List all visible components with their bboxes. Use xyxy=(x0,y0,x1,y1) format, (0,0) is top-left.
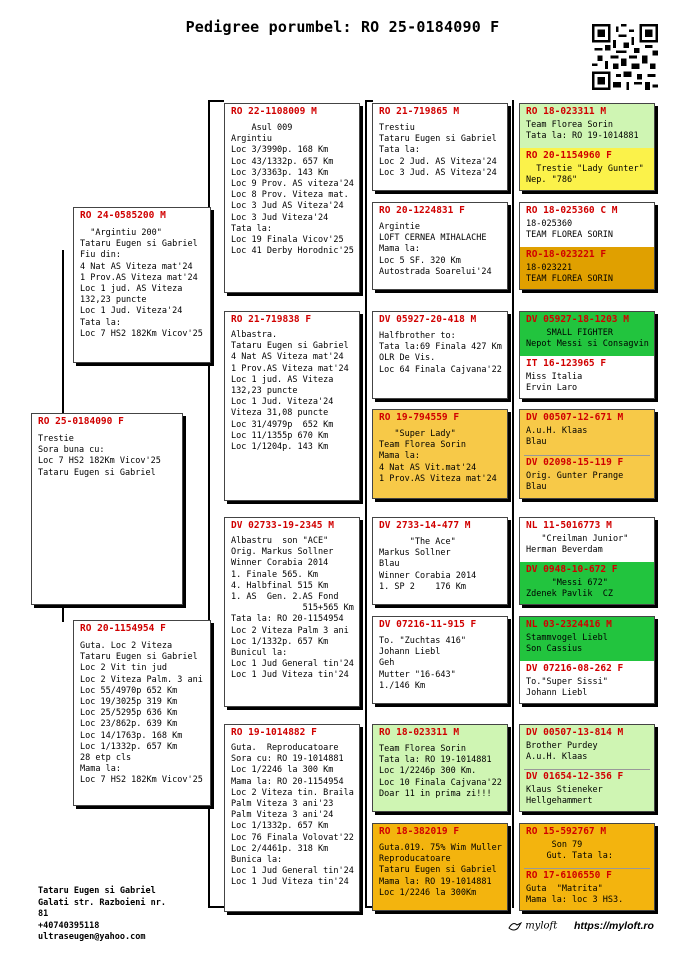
details: Argintie LOFT CERNEA MIHALACHE Mama la: Loc 5 SF. 320 Km Autostrada Soarelui'24 xyxy=(379,222,492,277)
connector-line xyxy=(208,906,224,908)
ring-number: NL 11-5016773 M xyxy=(526,520,612,531)
ring-number: RO 25-0184090 F xyxy=(38,416,124,427)
ancestor-sire: DV 05927-18-1203 M SMALL FIGHTER Nepot Messi si Consagvin xyxy=(520,312,654,356)
details: Halfbrother to: Tata la:69 Finala 427 Km OLR De Vis. Loc 64 Finala Cajvana'22 xyxy=(379,331,502,375)
details: "Super Lady" Team Florea Sorin Mama la: 4 Nat AS Vit.mat'24 1 Prov.AS Viteza mat'24 xyxy=(379,429,497,484)
ring-number: DV 00507-13-814 M xyxy=(526,727,624,738)
ring-number: DV 07216-08-262 F xyxy=(526,663,624,674)
ring-number: RO 20-1154954 F xyxy=(80,623,166,634)
ancestor-pair-5[interactable] xyxy=(519,517,655,605)
subject-card[interactable] xyxy=(31,413,183,605)
ggp-card-dsd[interactable] xyxy=(372,616,508,704)
ggp-card-dss[interactable] xyxy=(372,517,508,605)
ring-number: RO 18-382019 F xyxy=(379,826,460,837)
ancestor-sire: RO 18-023311 M Team Florea Sorin Tata la: RO 19-1014881 xyxy=(520,104,654,148)
sire-card[interactable] xyxy=(73,207,211,363)
ring-number: RO 18-025360 C M xyxy=(526,205,618,216)
ggp-card-ddd[interactable] xyxy=(372,823,508,911)
connector-line xyxy=(365,100,367,908)
ring-number: RO 20-1224831 F xyxy=(379,205,465,216)
ancestor-pair-6[interactable] xyxy=(519,616,655,704)
ancestor-pair-8[interactable] xyxy=(519,823,655,911)
grandsire-paternal-card[interactable] xyxy=(224,103,360,293)
ring-number: RO 20-1154960 F xyxy=(526,150,612,161)
ring-number: RO 19-1014882 F xyxy=(231,727,317,738)
ring-number: NL 03-2324416 M xyxy=(526,619,612,630)
ggp-card-dds[interactable] xyxy=(372,724,508,812)
details: Asul 009 Argintiu Loc 3/3990p. 168 Km Loc 43/1332p. 657 Km Loc 3/3363p. 143 Km Loc 9 Prov. AS viteza'24 Loc 8 Prov. Viteza mat. Loc 3 Jud AS Viteza'24 Loc 3 Jud Viteza'24 Tata la: Loc 19 Finala Vicov'25 Loc 41 Derby Horodnic'25 xyxy=(231,123,354,257)
breeder-contact: Tataru Eugen si Gabriel Galati str. Razboieni nr. 81 +40740395118 ultraseugen@yahoo.com xyxy=(38,886,166,942)
connector-line xyxy=(512,100,514,908)
ancestor-pair-2[interactable] xyxy=(519,202,655,290)
ancestor-pair-1[interactable] xyxy=(519,103,655,191)
ancestor-sire: DV 00507-12-671 M A.u.H. Klaas Blau xyxy=(520,410,654,455)
qr-code xyxy=(592,24,658,90)
ancestor-sire: DV 00507-13-814 M Brother Purdey A.u.H. Klaas xyxy=(520,725,654,769)
ggp-card-sss[interactable] xyxy=(372,103,508,191)
ring-number: RO 21-719865 M xyxy=(379,106,460,117)
details: To. "Zuchtas 416" Johann Liebl Geh Mutter "16-643" 1./146 Km xyxy=(379,636,466,691)
ancestor-sire: NL 11-5016773 M "Creilman Junior" Herman Beverdam xyxy=(520,518,654,562)
ancestor-pair-7[interactable] xyxy=(519,724,655,812)
ring-number: DV 2733-14-477 M xyxy=(379,520,471,531)
ancestor-sire: RO 15-592767 M Son 79 Gut. Tata la: xyxy=(520,824,654,868)
granddam-maternal-card[interactable] xyxy=(224,724,360,912)
ancestor-dam: RO 17-6106550 F Guta "Matrita" Mama la: loc 3 HS3. xyxy=(520,868,654,911)
details: Trestie Sora buna cu: Loc 7 HS2 182Km Vicov'25 Tataru Eugen si Gabriel xyxy=(38,434,161,478)
ancestor-dam: DV 02098-15-119 F Orig. Gunter Prange Blau xyxy=(520,455,654,499)
ring-number: RO-18-023221 F xyxy=(526,249,607,260)
website-link[interactable]: https://myloft.ro xyxy=(574,920,654,932)
details: Team Florea Sorin Tata la: RO 19-1014881 Loc 1/2246p 300 Km. Loc 10 Finala Cajvana'22 Doar 11 in prima zi!!! xyxy=(379,744,502,799)
ring-number: IT 16-123965 F xyxy=(526,358,607,369)
ring-number: RO 18-023311 M xyxy=(379,727,460,738)
grandsire-maternal-card[interactable] xyxy=(224,517,360,707)
ring-number: RO 19-794559 F xyxy=(379,412,460,423)
ancestor-dam: DV 07216-08-262 F To."Super Sissi" Johann Liebl xyxy=(520,661,654,704)
ancestor-pair-3[interactable] xyxy=(519,311,655,399)
connector-line xyxy=(62,250,64,414)
details: Guta. Loc 2 Viteza Tataru Eugen si Gabriel Loc 2 Vit tin jud Loc 2 Viteza Palm. 3 ani Loc 55/4970p 652 Km Loc 19/3025p 319 Km Loc 25/5295p 636 Km Loc 23/862p. 639 Km Loc 14/1763p. 168 Km Loc 1/1332p. 657 Km 28 etp cls Mama la: Loc 7 HS2 182Km Vicov'25 xyxy=(80,641,203,786)
details: "Argintiu 200" Tataru Eugen si Gabriel Fiu din: 4 Nat AS Viteza mat'24 1 Prov.AS Viteza mat'24 Loc 1 jud. AS Viteza 132,23 puncte Loc 1 Jud. Viteza'24 Tata la: Loc 7 HS2 182Km Vicov'25 xyxy=(80,228,203,339)
ggp-card-ssd[interactable] xyxy=(372,202,508,290)
connector-line xyxy=(365,100,373,102)
ancestor-dam: IT 16-123965 F Miss Italia Ervin Laro xyxy=(520,356,654,399)
ring-number: RO 21-719838 F xyxy=(231,314,312,325)
ring-number: DV 01654-12-356 F xyxy=(526,771,624,782)
ancestor-sire: NL 03-2324416 M Stammvogel Liebl Son Cassius xyxy=(520,617,654,661)
ring-number: DV 00507-12-671 M xyxy=(526,412,624,423)
page-title: Pedigree porumbel: RO 25-0184090 F xyxy=(185,18,500,36)
ring-number: DV 02098-15-119 F xyxy=(526,457,624,468)
ring-number: DV 0948-10-672 F xyxy=(526,564,618,575)
details: Guta. Reproducatoare Sora cu: RO 19-1014881 Loc 1/2246 la 300 Km Mama la: RO 20-1154954 Loc 2 Viteza tin. Braila Palm Viteza 3 ani'23 Palm Viteza 3 ani'24 Loc 1/1332p. 657 Km Loc 76 Finala Volovat'22 Loc 2/4461p. 318 Km Bunica la: Loc 1 Jud General tin'24 Loc 1 Jud Viteza tin'24 xyxy=(231,743,354,888)
ancestor-sire: RO 18-025360 C M 18-025360 TEAM FLOREA SORIN xyxy=(520,203,654,247)
ancestor-dam: RO 20-1154960 F Trestie "Lady Gunter" Nep. "786" xyxy=(520,148,654,191)
ring-number: DV 05927-20-418 M xyxy=(379,314,477,325)
granddam-paternal-card[interactable] xyxy=(224,311,360,501)
ring-number: DV 07216-11-915 F xyxy=(379,619,477,630)
ggp-card-sdd[interactable] xyxy=(372,409,508,499)
ancestor-pair-4[interactable] xyxy=(519,409,655,499)
ancestor-dam: RO-18-023221 F 18-023221 TEAM FLOREA SORIN xyxy=(520,247,654,290)
ring-number: RO 22-1108009 M xyxy=(231,106,317,117)
ring-number: RO 18-023311 M xyxy=(526,106,607,117)
ancestor-dam: DV 01654-12-356 F Klaus Stieneker Hellgehammert xyxy=(520,769,654,812)
details: Albastru son "ACE" Orig. Markus Sollner Winner Corabia 2014 1. Finale 565. Km 4. Halbfinal 515 Km 1. AS Gen. 2.AS Fond 515+565 Km Tata la: RO 20-1154954 Loc 2 Viteza Palm 3 ani Loc 1/1332p. 657 Km Bunicul la: Loc 1 Jud General tin'24 Loc 1 Jud Viteza tin'24 xyxy=(231,536,354,681)
ring-number: DV 02733-19-2345 M xyxy=(231,520,334,531)
details: Albastra. Tataru Eugen si Gabriel 4 Nat AS Viteza mat'24 1 Prov.AS Viteza mat'24 Loc 1 jud. AS Viteza 132,23 puncte Loc 1 Jud. Viteza'24 Viteza 31,08 puncte Loc 31/4979p 652 Km Loc 11/1355p 670 Km Loc 1/1204p. 143 Km xyxy=(231,330,349,453)
details: Guta.019. 75% Wim Muller Reproducatoare Tataru Eugen si Gabriel Mama la: RO 19-1014881 Loc 1/2246 la 300Km xyxy=(379,843,502,898)
details: Trestiu Tataru Eugen si Gabriel Tata la: Loc 2 Jud. AS Viteza'24 Loc 3 Jud. AS Viteza'24 xyxy=(379,123,497,178)
ring-number: RO 15-592767 M xyxy=(526,826,607,837)
connector-line xyxy=(208,100,224,102)
myloft-logo: myloft xyxy=(508,919,557,933)
details: "The Ace" Markus Sollner Blau Winner Corabia 2014 1. SP 2 176 Km xyxy=(379,537,477,592)
ring-number: DV 05927-18-1203 M xyxy=(526,314,629,325)
ggp-card-sds[interactable] xyxy=(372,311,508,399)
ring-number: RO 17-6106550 F xyxy=(526,870,612,881)
pigeon-icon xyxy=(508,919,522,933)
ancestor-dam: DV 0948-10-672 F "Messi 672" Zdenek Pavlik CZ xyxy=(520,562,654,605)
dam-card[interactable] xyxy=(73,620,211,806)
ring-number: RO 24-0585200 M xyxy=(80,210,166,221)
